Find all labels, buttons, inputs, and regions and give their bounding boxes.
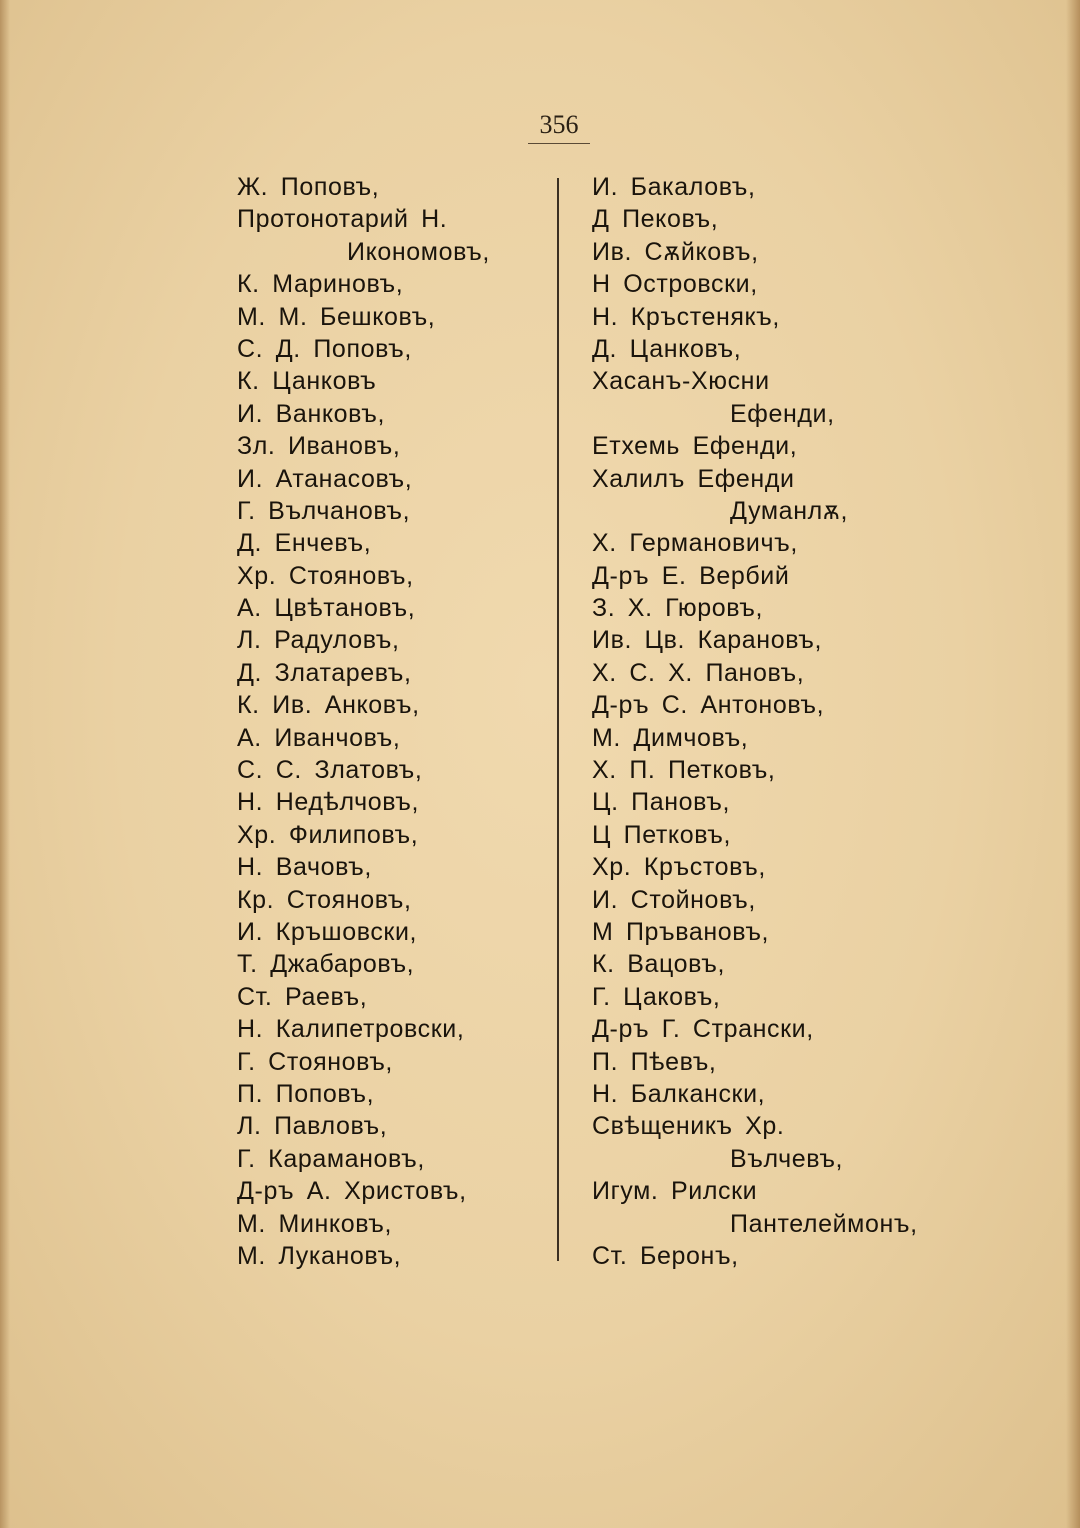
name-entry: К. Мариновъ,: [237, 270, 404, 299]
name-entry: Д. Цанковъ,: [592, 334, 742, 363]
name-entry: Ст. Раевъ,: [237, 982, 368, 1011]
name-entry: Д Пековъ,: [592, 205, 719, 234]
name-entry: Х. П. Петковъ,: [592, 756, 776, 785]
name-entry: И. Атанасовъ,: [237, 464, 413, 493]
name-entry: Д-ръ Г. Странски,: [592, 1015, 814, 1044]
name-entry: И. Стойновъ,: [592, 885, 756, 914]
page-number-underline: [528, 143, 590, 144]
name-entry: Хр. Кръстовъ,: [592, 853, 766, 882]
name-entry: М. Димчовъ,: [592, 723, 749, 752]
name-entry: Г. Цаковъ,: [592, 982, 721, 1011]
name-entry: М Пръвановъ,: [592, 917, 770, 946]
name-entry: Хр. Стояновъ,: [237, 561, 414, 590]
name-entry-continuation: Думанлѫ,: [730, 496, 849, 525]
name-entry: Н. Кръстенякъ,: [592, 302, 780, 331]
name-entry: Т. Джабаровъ,: [237, 950, 415, 979]
column-divider: [557, 178, 559, 1261]
name-entry: И. Бакаловъ,: [592, 173, 756, 201]
name-entry: Игум. Рилски: [592, 1177, 758, 1206]
name-entry-continuation: Ефенди,: [730, 399, 835, 428]
name-entry: Н. Недѣлчовъ,: [237, 788, 420, 817]
name-entry: Х. Германовичъ,: [592, 529, 798, 558]
name-entry: П. Пѣевъ,: [592, 1047, 717, 1076]
name-entry: Д-ръ С. Антоновъ,: [592, 691, 825, 720]
name-entry: Протонотарий Н.: [237, 205, 448, 234]
name-entry: А. Иванчовъ,: [237, 723, 401, 752]
name-entry: К. Цанковъ: [237, 367, 377, 396]
name-entry: Свѣщеникъ Хр.: [592, 1112, 785, 1141]
name-entry: Г. Вълчановъ,: [237, 496, 411, 525]
name-entry: И. Кръшовски,: [237, 917, 418, 946]
name-entry: Д. Енчевъ,: [237, 529, 372, 558]
name-entry: Н. Балкански,: [592, 1079, 766, 1108]
name-entry: Д. Златаревъ,: [237, 658, 412, 687]
name-entry: Л. Радуловъ,: [237, 626, 400, 655]
name-entry: Ив. Сѫйковъ,: [592, 237, 759, 266]
name-entry: Ц Петковъ,: [592, 820, 732, 849]
page-number: 356: [539, 110, 579, 139]
name-entry: Хр. Филиповъ,: [237, 820, 419, 849]
name-entry: Хасанъ-Хюсни: [592, 367, 770, 396]
name-entry-continuation: Икономовъ,: [347, 237, 490, 266]
name-entry: Г. Карамановъ,: [237, 1144, 425, 1173]
name-entry: З. Х. Гюровъ,: [592, 594, 764, 623]
page-edge-shadow-right: [1066, 0, 1080, 1528]
name-entry-continuation: Пантелеймонъ,: [730, 1209, 918, 1238]
name-entry: М. Лукановъ,: [237, 1241, 402, 1270]
name-entry: Ст. Беронъ,: [592, 1241, 739, 1270]
name-entry: К. Ив. Анковъ,: [237, 691, 420, 720]
name-entry: А. Цвѣтановъ,: [237, 594, 416, 623]
name-entry: И. Ванковъ,: [237, 399, 385, 428]
page-edge-shadow-left: [0, 0, 10, 1528]
name-entry: М. Минковъ,: [237, 1209, 393, 1238]
name-entry: Ц. Пановъ,: [592, 788, 730, 817]
name-entry: Г. Стояновъ,: [237, 1047, 393, 1076]
name-entry: Кр. Стояновъ,: [237, 885, 412, 914]
name-entry: Ив. Цв. Карановъ,: [592, 626, 823, 655]
name-entry: Ж. Поповъ,: [237, 173, 380, 201]
names-column-left: [237, 171, 537, 1272]
name-entry: Х. С. Х. Пановъ,: [592, 658, 805, 687]
name-entry: Д-ръ А. Христовъ,: [237, 1177, 467, 1206]
name-entry: С. С. Златовъ,: [237, 756, 423, 785]
name-entry: К. Вацовъ,: [592, 950, 725, 979]
name-entry: Н. Вачовъ,: [237, 853, 372, 882]
name-entry-continuation: Вълчевъ,: [730, 1144, 844, 1173]
name-entry: Л. Павловъ,: [237, 1112, 388, 1141]
name-entry: М. М. Бешковъ,: [237, 302, 436, 331]
names-column-right: [592, 171, 918, 1272]
name-entry: Зл. Ивановъ,: [237, 432, 401, 461]
name-entry: Халилъ Ефенди: [592, 464, 795, 493]
name-entry: Н. Калипетровски,: [237, 1015, 465, 1044]
name-entry: Д-ръ Е. Вербий: [592, 561, 790, 590]
name-entry: С. Д. Поповъ,: [237, 334, 412, 363]
name-entry: Етхемь Ефенди,: [592, 432, 798, 461]
name-entry: П. Поповъ,: [237, 1079, 375, 1108]
name-entry: Н Островски,: [592, 270, 758, 299]
